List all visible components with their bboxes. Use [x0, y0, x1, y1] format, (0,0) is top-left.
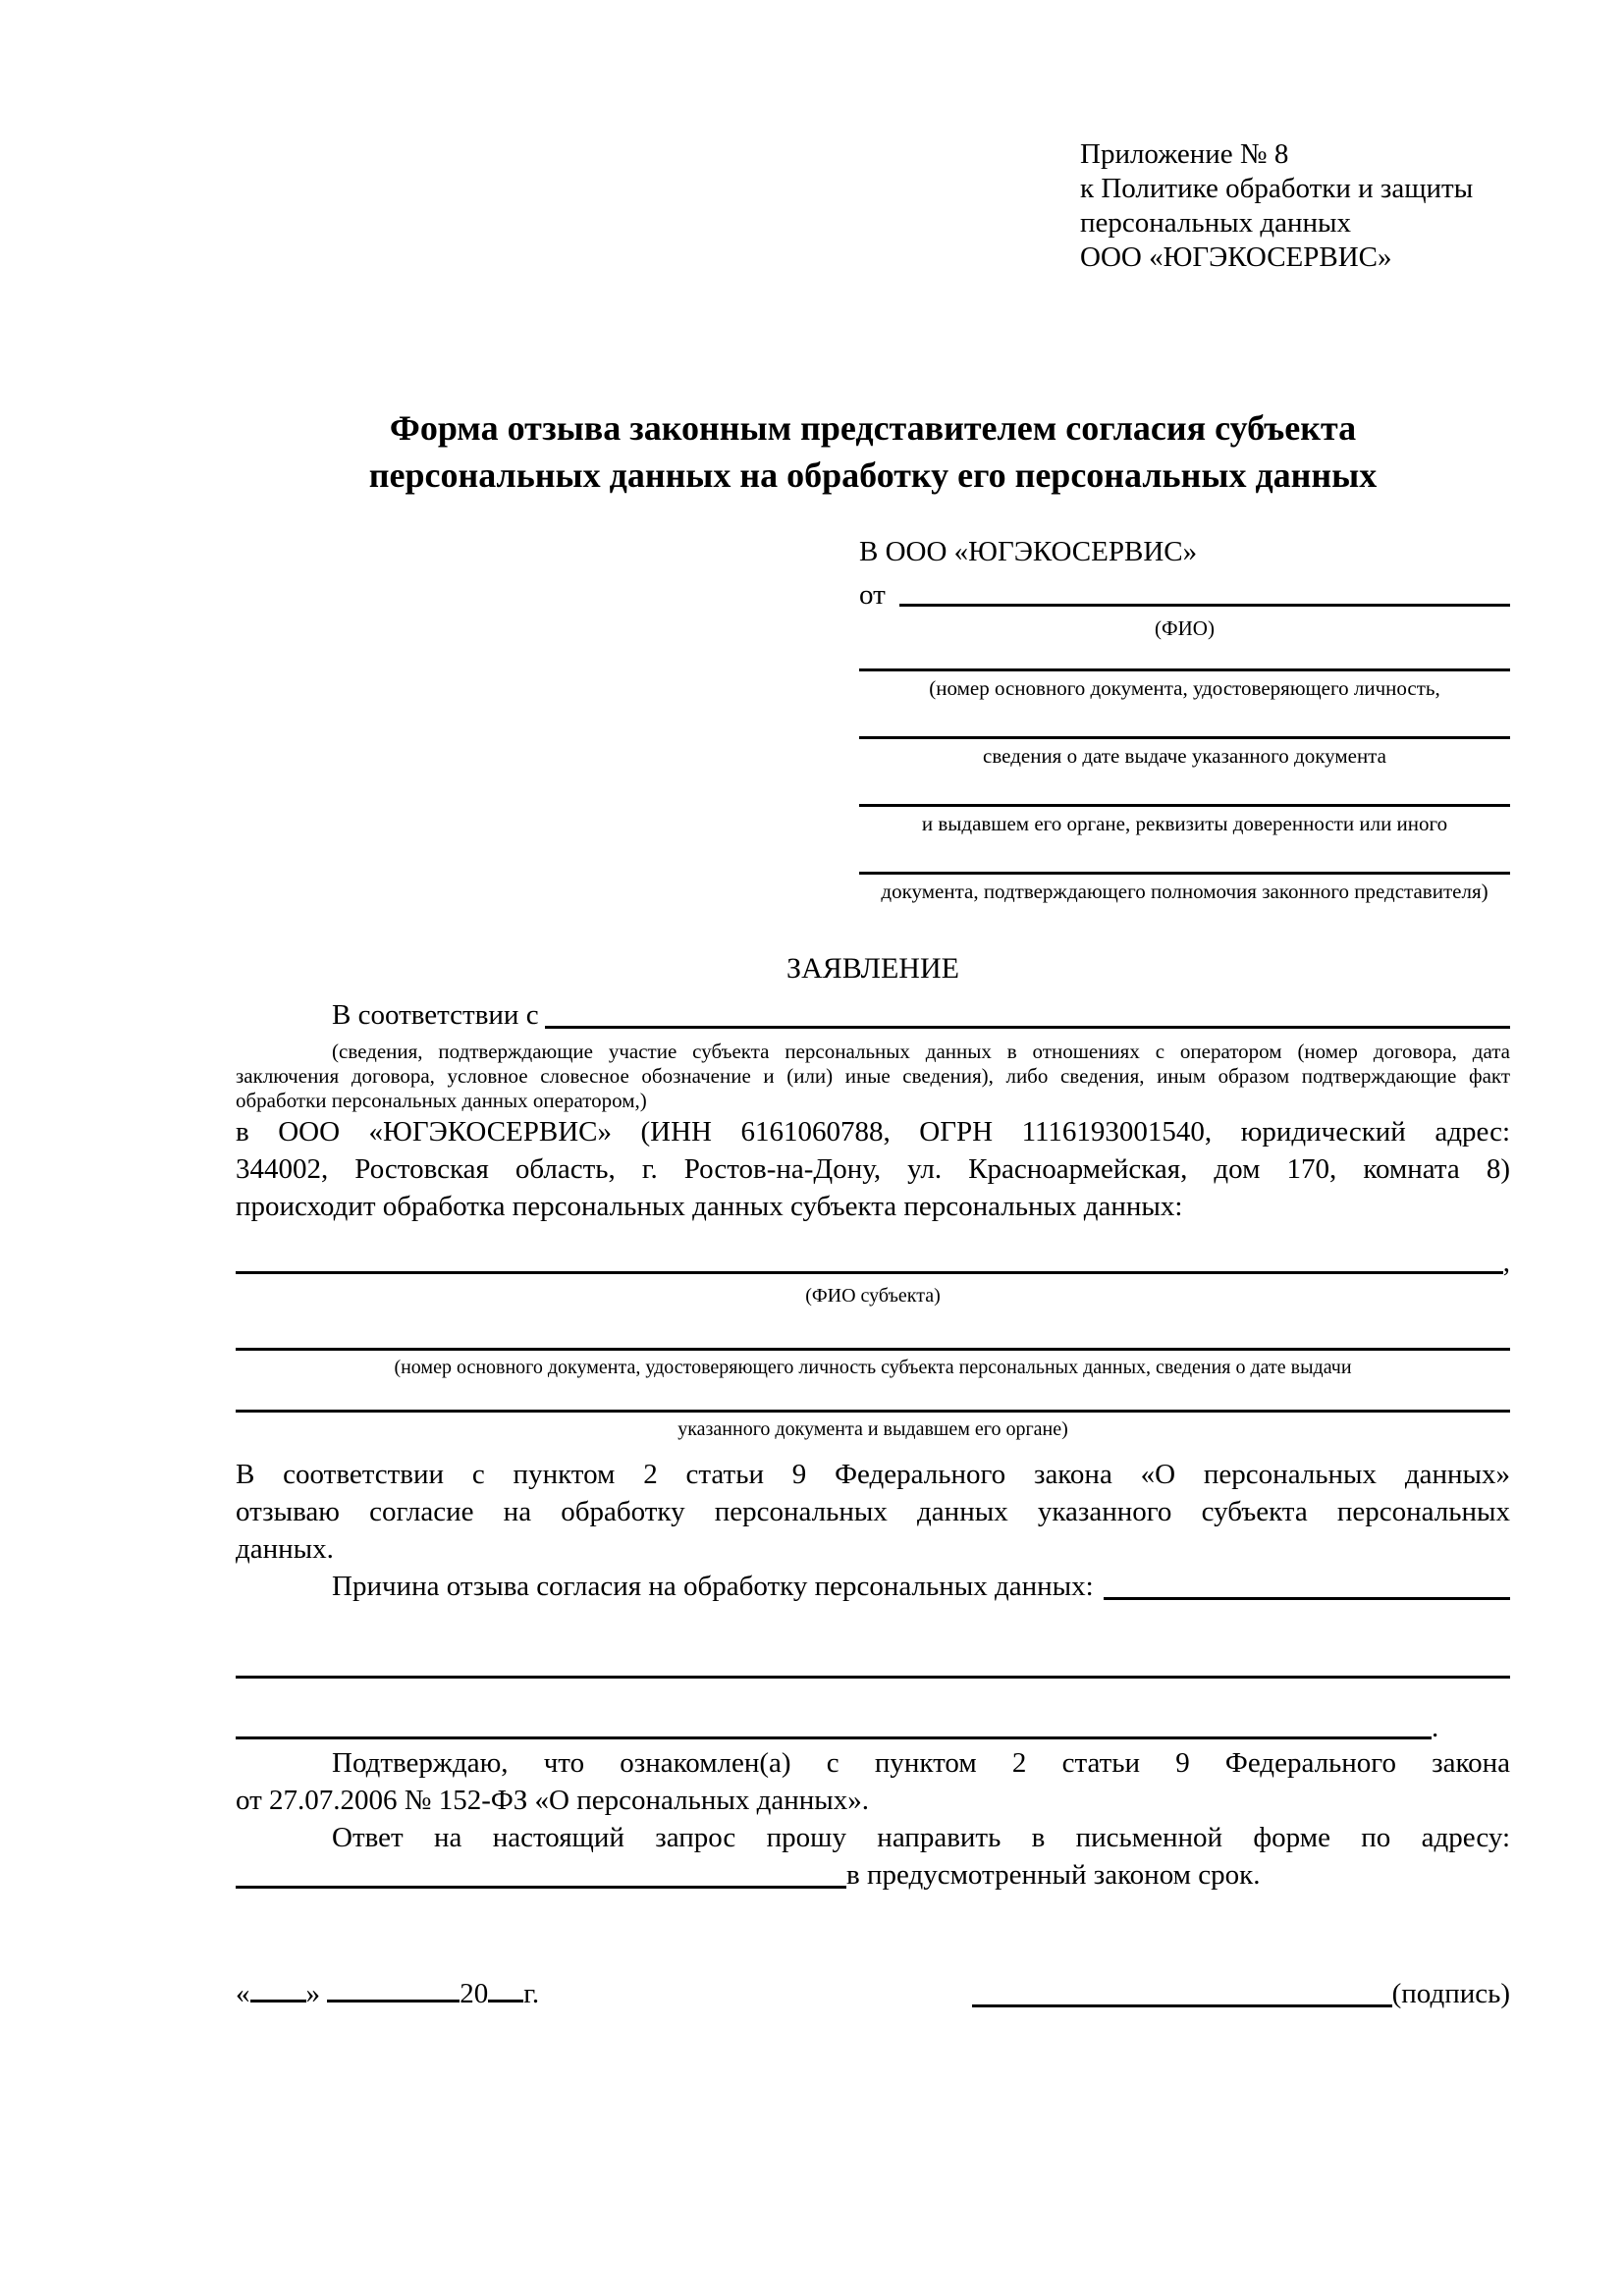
document-title	[236, 404, 1510, 499]
confirm-paragraph-line: Подтверждаю, что ознакомлен(а) с пунктом 2 статьи 9 Федерального закона	[332, 1747, 1510, 1779]
participation-note-line: обработки персональных данных оператором,)	[236, 1089, 647, 1112]
representative-doc-blank-line	[859, 804, 1510, 807]
subject-doc-caption: (номер основного документа, удостоверяющего личность субъекта персональных данных, сведения о дате выдачи	[394, 1357, 1352, 1378]
representative-doc-blank-line	[859, 668, 1510, 671]
appendix-header-line: Приложение № 8	[1080, 138, 1289, 170]
representative-doc-caption: документа, подтверждающего полномочия законного представителя)	[881, 880, 1489, 903]
document-title-line: персональных данных на обработку его персональных данных	[368, 455, 1378, 495]
addressee-block	[859, 534, 1510, 904]
date-year-suffix: г.	[523, 1978, 540, 2009]
from-field	[859, 579, 1510, 612]
reason-blank-line	[1104, 1597, 1510, 1600]
operator-paragraph-line: 344002, Ростовская область, г. Ростов-на-Дону, ул. Красноармейская, дом 170, комната 8)	[236, 1153, 1510, 1185]
date-field	[236, 1972, 539, 2012]
participation-note-line: заключения договора, условное словесное обозначение и (или) иные сведения), либо сведения, иным образом подтверждающие факт	[236, 1064, 1510, 1088]
date-signature-row	[236, 1972, 1510, 2012]
confirm-paragraph-line: от 27.07.2006 № 152-ФЗ «О персональных данных».	[236, 1785, 870, 1816]
subject-doc-caption: указанного документа и выдавшем его органе)	[677, 1418, 1068, 1440]
subject-doc-blank-line	[236, 1348, 1510, 1351]
subject-fio-field	[236, 1247, 1510, 1279]
signature-field	[972, 1975, 1510, 2012]
date-year-blank	[488, 1972, 523, 2002]
trailing-comma: ,	[1502, 1247, 1510, 1278]
date-open-quote: «	[236, 1978, 250, 2009]
fio-caption: (ФИО)	[1155, 616, 1215, 640]
appendix-header-line: к Политике обработки и защиты	[1080, 173, 1474, 204]
appendix-header-block	[1080, 137, 1510, 275]
representative-doc-caption: (номер основного документа, удостоверяющего личность,	[929, 676, 1440, 700]
operator-paragraph-line: происходит обработка персональных данных субъекта персональных данных:	[236, 1191, 1183, 1222]
reply-paragraph-line: Ответ на настоящий запрос прошу направить в письменной форме по адресу:	[332, 1822, 1510, 1853]
reply-paragraph	[236, 1819, 1510, 1894]
reply-address-blank-line	[236, 1886, 846, 1889]
reason-prefix: Причина отзыва согласия на обработку персональных данных:	[332, 1571, 1094, 1602]
withdraw-paragraph-line: отзываю согласие на обработку персональных данных указанного субъекта персональных	[236, 1496, 1510, 1527]
withdraw-paragraph-line: В соответствии с пунктом 2 статьи 9 Федерального закона «О персональных данных»	[236, 1459, 1510, 1490]
date-close-quote: »	[305, 1978, 320, 2009]
participation-note-line: (сведения, подтверждающие участие субъекта персональных данных в отношениях с оператором (номер договора, дата	[332, 1040, 1510, 1063]
reply-address-field	[236, 1856, 1510, 1894]
date-month-blank	[327, 1972, 460, 2002]
date-day-blank	[250, 1972, 306, 2002]
participation-note	[236, 1040, 1510, 1113]
from-label: от	[859, 579, 886, 611]
statement-heading: ЗАЯВЛЕНИЕ	[786, 952, 959, 985]
operator-paragraph	[236, 1113, 1510, 1225]
addressee-to: В ООО «ЮГЭКОСЕРВИС»	[859, 536, 1198, 567]
representative-doc-caption: сведения о дате выдаче указанного документа	[983, 744, 1386, 768]
subject-fio-blank-line	[236, 1271, 1503, 1274]
according-prefix: В соответствии с	[332, 999, 539, 1031]
appendix-header-line: ООО «ЮГЭКОСЕРВИС»	[1080, 241, 1392, 273]
document-title-line: Форма отзыва законным представителем согласия субъекта	[389, 408, 1357, 448]
confirm-paragraph	[236, 1744, 1510, 1819]
subject-fio-caption: (ФИО субъекта)	[805, 1285, 941, 1307]
reason-blank-line-3	[236, 1712, 1510, 1744]
withdraw-paragraph-line: данных.	[236, 1533, 334, 1565]
appendix-header-line: персональных данных	[1080, 207, 1352, 239]
operator-paragraph-line: в ООО «ЮГЭКОСЕРВИС» (ИНН 6161060788, ОГРН 1116193001540, юридический адрес:	[236, 1116, 1510, 1148]
trailing-period: .	[1432, 1712, 1439, 1743]
according-field	[236, 996, 1510, 1034]
according-blank-line	[545, 1026, 1510, 1029]
representative-doc-caption: и выдавшем его органе, реквизиты доверенности или иного	[921, 812, 1448, 835]
signature-caption: (подпись)	[1391, 1978, 1510, 2009]
representative-doc-blank-line	[859, 872, 1510, 875]
representative-doc-blank-line	[859, 736, 1510, 739]
withdraw-paragraph	[236, 1456, 1510, 1568]
reply-suffix: в предусмотренный законом срок.	[846, 1859, 1261, 1891]
subject-doc-blank-line	[236, 1410, 1510, 1413]
reason-field	[236, 1568, 1510, 1605]
signature-blank-line	[972, 2004, 1392, 2007]
reason-blank-line-2	[236, 1676, 1510, 1679]
date-year-prefix: 20	[460, 1978, 489, 2009]
from-blank-line	[899, 604, 1510, 607]
reason-blank-line-3-rule	[236, 1736, 1432, 1739]
